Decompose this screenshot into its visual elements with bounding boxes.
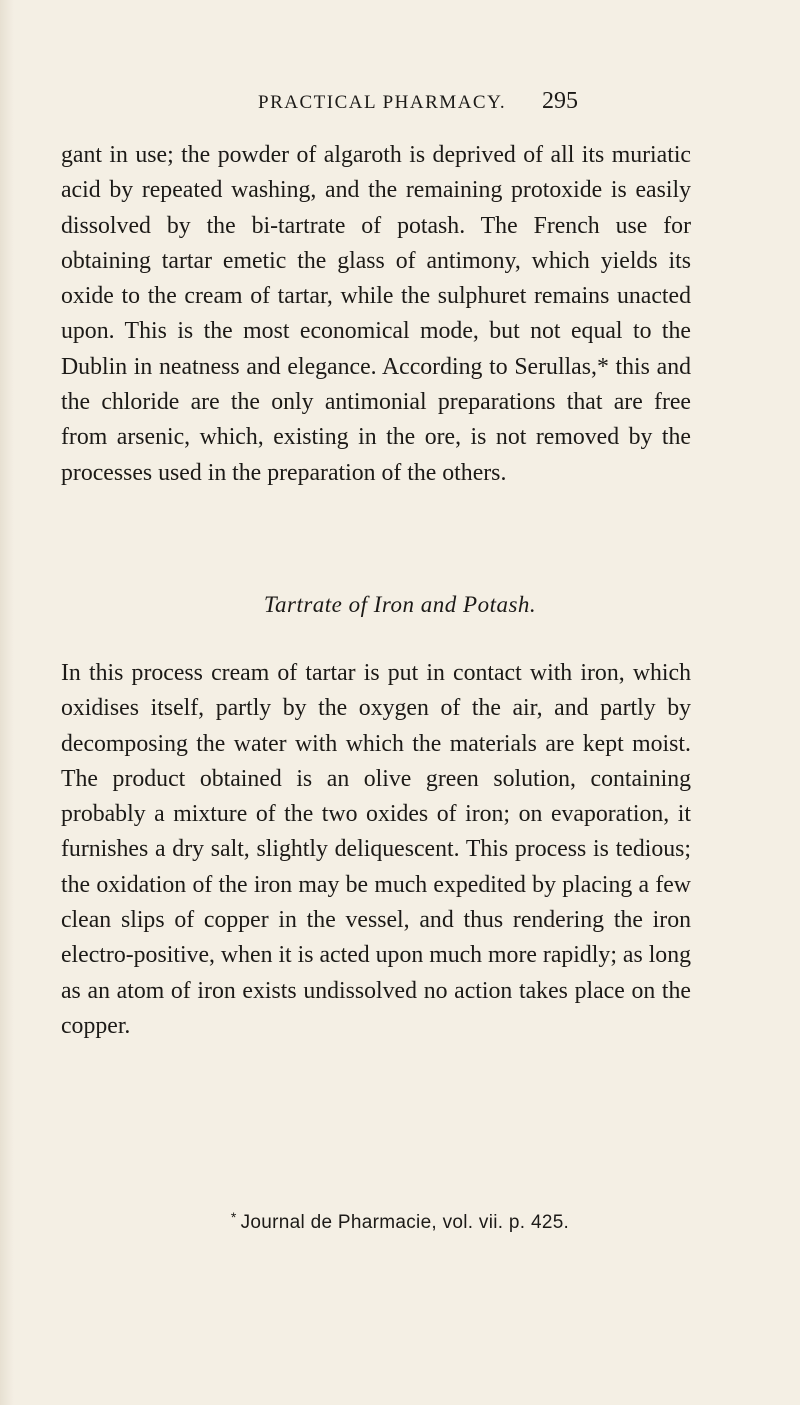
page-edge [0, 0, 14, 1405]
footnote [0, 1209, 800, 1234]
footnote-marker: * [230, 1209, 237, 1225]
page-number: 295 [542, 88, 578, 114]
running-title: PRACTICAL PHARMACY. [258, 92, 507, 113]
footnote-text: Journal de Pharmacie, vol. vii. p. 425. [240, 1212, 570, 1233]
section-heading: Tartrate of Iron and Potash. [263, 592, 537, 617]
body-paragraph: In this process cream of tartar is put in contact with iron, which oxidises itself, partly by the oxygen of the air, and partly by decomposing the water with which the materials are kept moist. The product obtained is an olive green solution, containing probably a mixture of the two oxides of iron; on evaporation, it furnishes a dry salt, slightly deliquescent. This process is tedious; the oxidation of the iron may be much expedited by placing a few clean slips of copper in the vessel, and thus rendering the iron electro-positive, when it is acted upon much more rapidly; as long as an atom of iron exists undissolved no action takes place on the copper. [61, 660, 691, 1039]
running-head [258, 88, 578, 128]
body-paragraph: gant in use; the powder of algaroth is deprived of all its muriatic acid by repeated washing, and the remaining protoxide is easily dissolved by the bi-tartrate of potash. The French use for obtaining tartar emetic the glass of antimony, which yields its oxide to the cream of tartar, while the sulphuret remains unacted upon. This is the most economical mode, but not equal to the Dublin in neatness and elegance. According to Serullas,* this and the chloride are the only antimonial preparations that are free from arsenic, which, existing in the ore, is not removed by the processes used in the preparation of the others. [61, 142, 691, 486]
